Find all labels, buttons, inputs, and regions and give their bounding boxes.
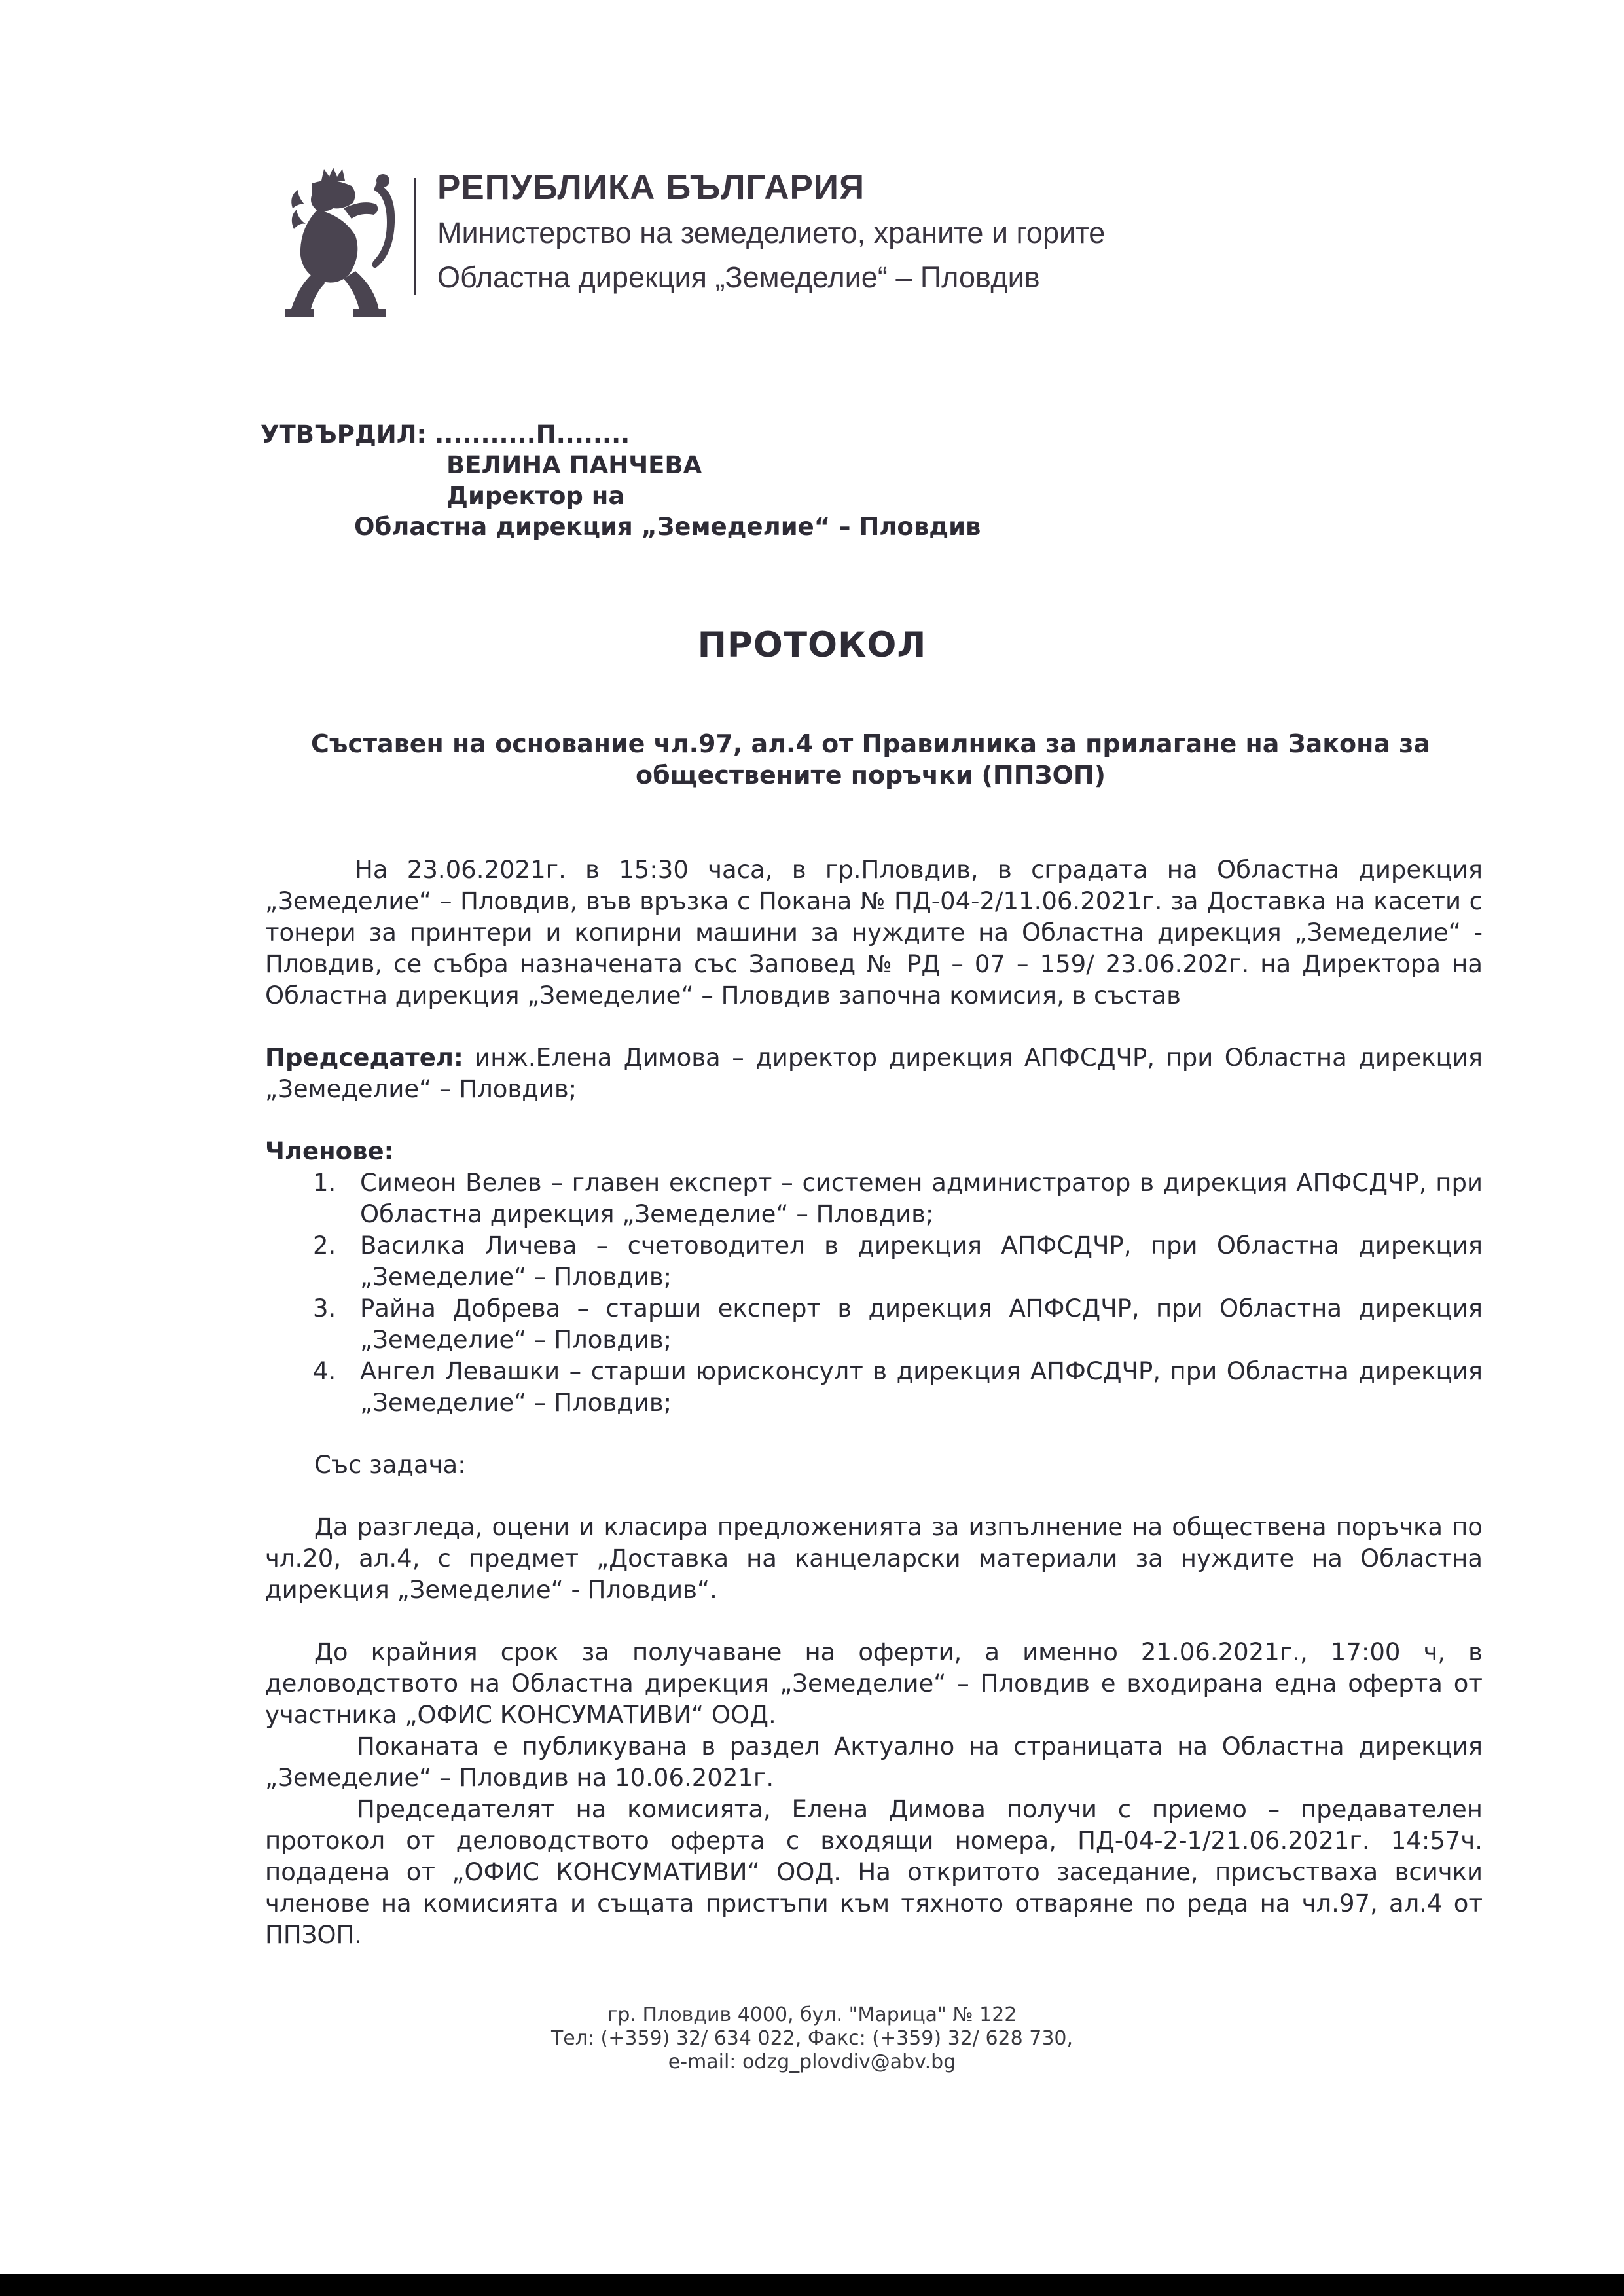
members-label: Членове: bbox=[265, 1137, 394, 1165]
document-title: ПРОТОКОЛ bbox=[697, 625, 927, 665]
document-subtitle: Съставен на основание чл.97, ал.4 от Правилника за прилагане на Закона за обществените поръчки (ППЗОП) bbox=[311, 729, 1430, 790]
deadline-paragraph: До крайния срок за получаване на оферти, а именно 21.06.2021г., 17:00 ч, в деловодството на Областна дирекция „Земеделие“ – Пловдив е входирана една оферта от участника „ОФИС КОНСУМАТИВИ“ ООД. bbox=[265, 1638, 1483, 1729]
member-text: Райна Добрева – старши експерт в дирекция АПФСДЧР, при Областна дирекция „Земеделие“ – Пловдив; bbox=[360, 1294, 1483, 1354]
member-text: Ангел Левашки – старши юрисконсулт в дирекция АПФСДЧР, при Областна дирекция „Земеделие“ – Пловдив; bbox=[360, 1357, 1483, 1417]
footer-email: e-mail: odzg_plovdiv@abv.bg bbox=[668, 2050, 956, 2073]
task-paragraph: Да разгледа, оцени и класира предложенията за изпълнение на обществена поръчка по чл.20, ал.4, с предмет „Доставка на канцеларски материали за нуждите на Областна дирекция „Земеделие“ - Пловдив“. bbox=[265, 1513, 1483, 1604]
published-paragraph: Поканата е публикувана в раздел Актуално на страницата на Областна дирекция „Земеделие“ – Пловдив на 10.06.2021г. bbox=[265, 1732, 1483, 1792]
chair-paragraph bbox=[265, 1042, 1483, 1105]
chair-text: инж.Елена Димова – директор дирекция АПФСДЧР, при Областна дирекция „Земеделие“ – Пловдив; bbox=[265, 1044, 1483, 1103]
list-item bbox=[313, 1167, 1483, 1230]
member-text: Василка Личева – счетоводител в дирекция АПФСДЧР, при Областна дирекция „Земеделие“ – Пловдив; bbox=[360, 1231, 1483, 1291]
document-body bbox=[265, 854, 1483, 1951]
list-item bbox=[313, 1230, 1483, 1293]
task-label: Със задача: bbox=[314, 1451, 466, 1479]
header-divider bbox=[414, 178, 416, 295]
chair-received-paragraph: Председателят на комисията, Елена Димова получи с приемо – предавателен протокол от деловодството оферта с входящи номера, ПД-04-2-1/21.06.2021г. 14:57ч. подадена от „ОФИС КОНСУМАТИВИ“ ООД. На откритото заседание, присъстваха всички членове на комисията и същата пристъпи към тяхното отваряне по реда на чл.97, ал.4 от ППЗОП. bbox=[265, 1795, 1483, 1949]
list-number: 4. bbox=[313, 1357, 336, 1385]
footer-address: гр. Пловдив 4000, бул. "Марица" № 122 bbox=[607, 2003, 1017, 2026]
approval-label: УТВЪРДИЛ: ...........П........ bbox=[261, 420, 630, 448]
footer-contacts bbox=[0, 2003, 1624, 2074]
members-list bbox=[265, 1167, 1483, 1419]
directorate-line: Областна дирекция „Земеделие“ – Пловдив bbox=[437, 261, 1040, 294]
approver-name: ВЕЛИНА ПАНЧЕВА bbox=[446, 451, 702, 479]
approval-block bbox=[261, 419, 981, 542]
coat-of-arms-icon bbox=[278, 164, 399, 318]
ministry-line: Министерство на земеделието, храните и горите bbox=[437, 216, 1106, 249]
intro-paragraph: На 23.06.2021г. в 15:30 часа, в гр.Пловдив, в сградата на Областна дирекция „Земеделие“ – Пловдив, във връзка с Покана № ПД-04-2/11.06.2021г. за Доставка на касети с тонери за принтери и копирни машини за нуждите на Областна дирекция „Земеделие“ - Пловдив, се събра назначената със Заповед № РД – 07 – 159/ 23.06.202г. на Директора на Областна дирекция „Земеделие“ – Пловдив започна комисия, в състав bbox=[265, 856, 1483, 1010]
list-number: 1. bbox=[313, 1169, 336, 1197]
list-item bbox=[313, 1293, 1483, 1356]
footer-phone: Тел: (+359) 32/ 634 022, Факс: (+359) 32/ 628 730, bbox=[550, 2027, 1074, 2050]
list-number: 2. bbox=[313, 1231, 336, 1260]
chair-label: Председател: bbox=[265, 1044, 463, 1072]
list-number: 3. bbox=[313, 1294, 336, 1322]
approver-organization: Областна дирекция „Земеделие“ – Пловдив bbox=[354, 513, 981, 541]
scan-bottom-band bbox=[0, 2274, 1624, 2296]
list-item bbox=[313, 1356, 1483, 1419]
member-text: Симеон Велев – главен експерт – системен администратор в дирекция АПФСДЧР, при Областна дирекция „Земеделие“ – Пловдив; bbox=[360, 1169, 1483, 1228]
republic-heading: РЕПУБЛИКА БЪЛГАРИЯ bbox=[437, 168, 865, 207]
approver-role: Директор на bbox=[446, 482, 625, 510]
letterhead bbox=[437, 165, 1105, 300]
